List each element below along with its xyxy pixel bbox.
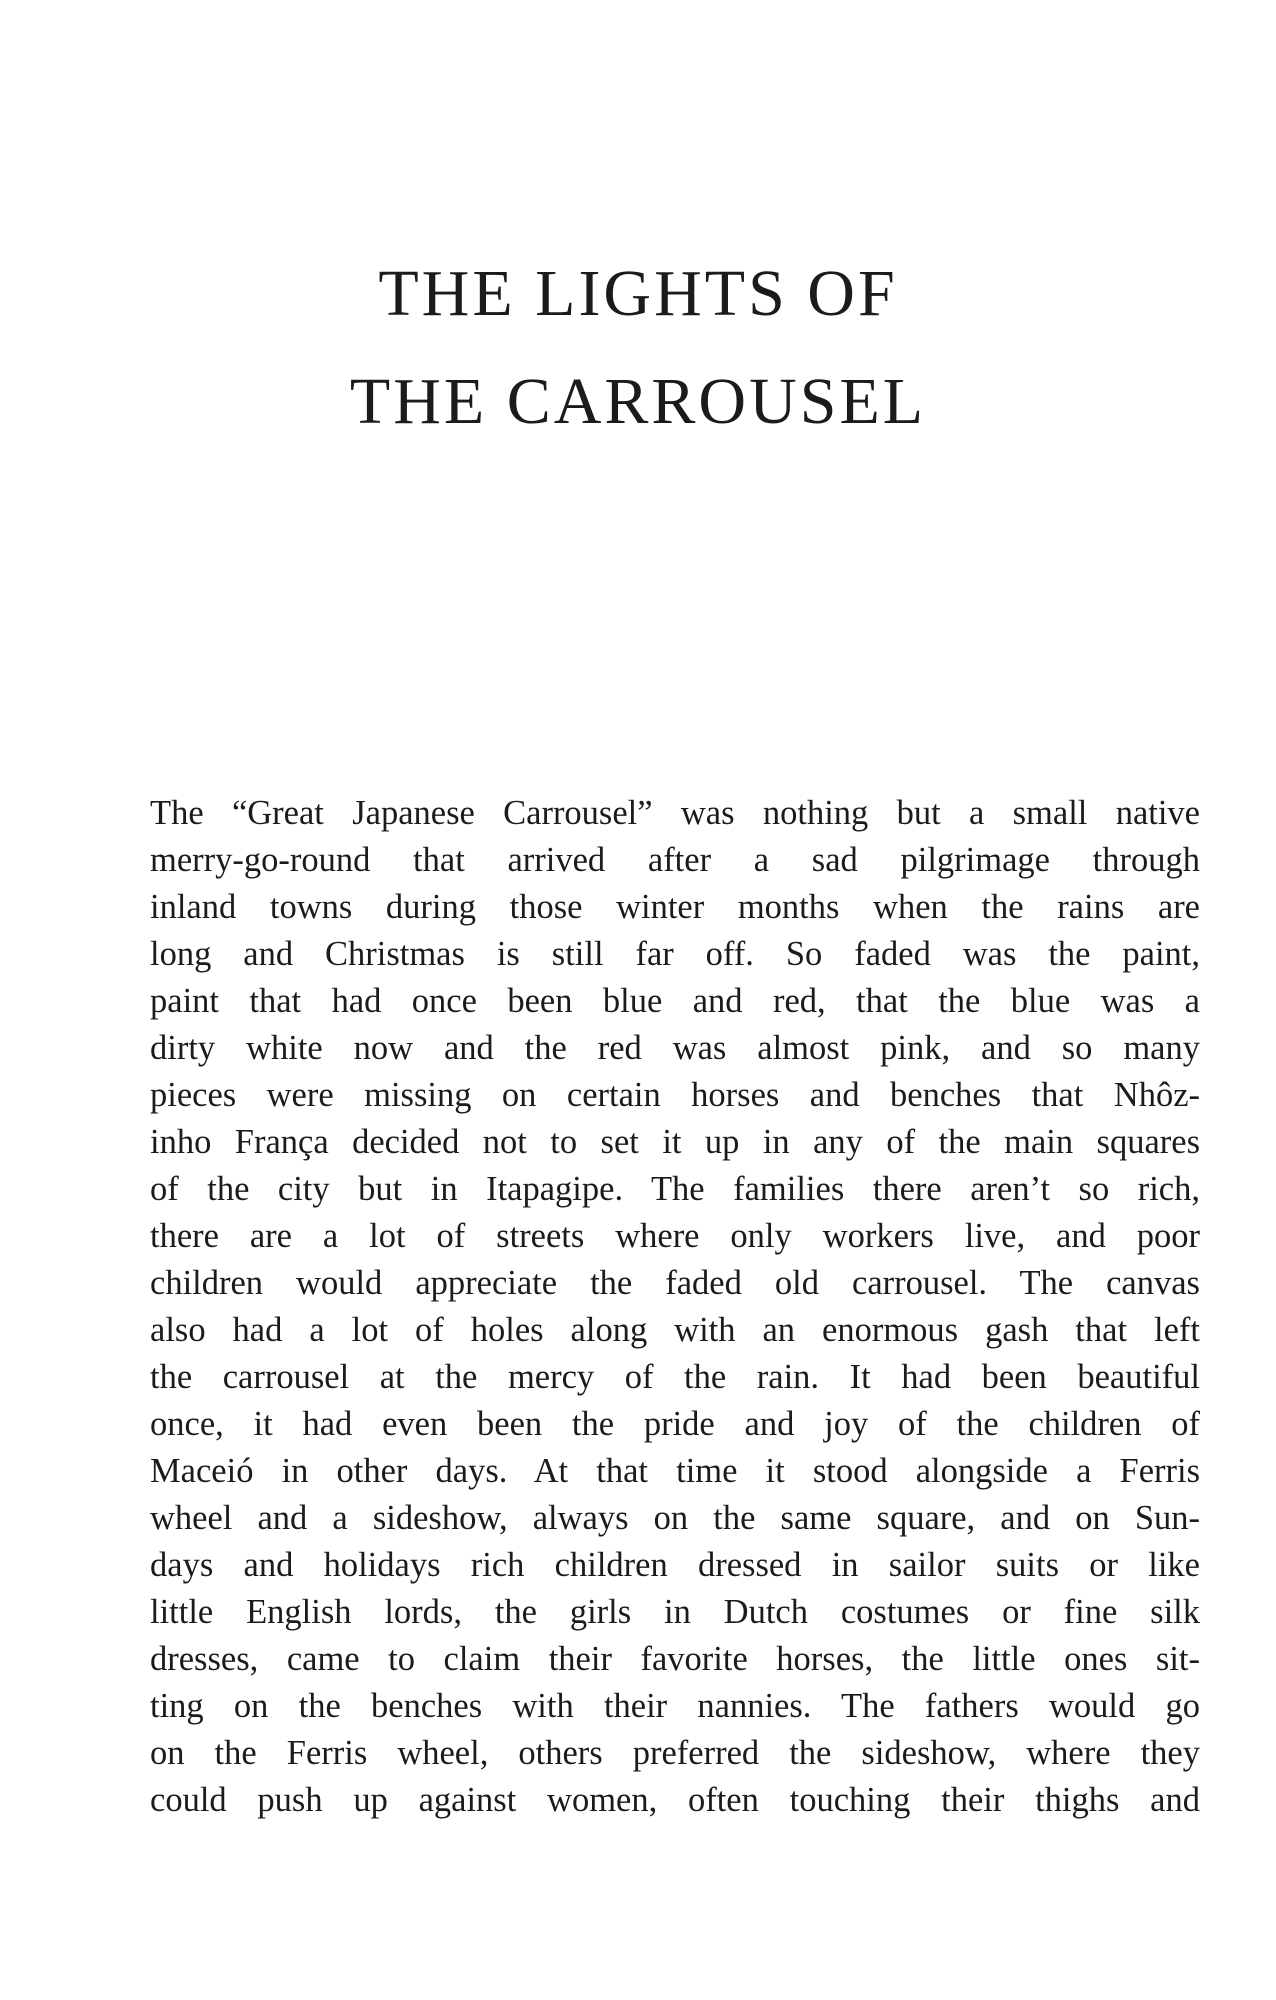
text-line: once, it had even been the pride and joy of the children of bbox=[150, 1405, 1200, 1443]
text-line: on the Ferris wheel, others preferred the sideshow, where they bbox=[150, 1734, 1200, 1772]
text-line: wheel and a sideshow, always on the same square, and on Sun- bbox=[150, 1499, 1200, 1537]
chapter-title-line-2: THE CARROUSEL bbox=[349, 365, 927, 438]
text-line: of the city but in Itapagipe. The families there aren’t so rich, bbox=[150, 1170, 1200, 1208]
text-line: there are a lot of streets where only workers live, and poor bbox=[150, 1217, 1200, 1255]
text-line: inland towns during those winter months when the rains are bbox=[150, 888, 1200, 926]
text-line: children would appreciate the faded old carrousel. The canvas bbox=[150, 1264, 1200, 1302]
text-line: could push up against women, often touching their thighs and bbox=[150, 1781, 1200, 1819]
text-line: paint that had once been blue and red, that the blue was a bbox=[150, 982, 1200, 1020]
body-paragraph bbox=[150, 790, 1200, 1824]
chapter-title-line-1: THE LIGHTS OF bbox=[378, 257, 898, 330]
text-line: merry-go-round that arrived after a sad pilgrimage through bbox=[150, 841, 1200, 879]
text-line: inho França decided not to set it up in any of the main squares bbox=[150, 1123, 1200, 1161]
text-line: dresses, came to claim their favorite horses, the little ones sit- bbox=[150, 1640, 1200, 1678]
text-line: ting on the benches with their nannies. The fathers would go bbox=[150, 1687, 1200, 1725]
text-line: The “Great Japanese Carrousel” was nothing but a small native bbox=[150, 794, 1200, 832]
text-line: little English lords, the girls in Dutch costumes or fine silk bbox=[150, 1593, 1200, 1631]
chapter-title bbox=[0, 240, 1276, 456]
text-line: the carrousel at the mercy of the rain. It had been beautiful bbox=[150, 1358, 1200, 1396]
text-line: also had a lot of holes along with an enormous gash that left bbox=[150, 1311, 1200, 1349]
text-line: dirty white now and the red was almost pink, and so many bbox=[150, 1029, 1200, 1067]
text-line: days and holidays rich children dressed in sailor suits or like bbox=[150, 1546, 1200, 1584]
text-line: Maceió in other days. At that time it stood alongside a Ferris bbox=[150, 1452, 1200, 1490]
text-line: long and Christmas is still far off. So faded was the paint, bbox=[150, 935, 1200, 973]
text-line: pieces were missing on certain horses and benches that Nhôz- bbox=[150, 1076, 1200, 1114]
